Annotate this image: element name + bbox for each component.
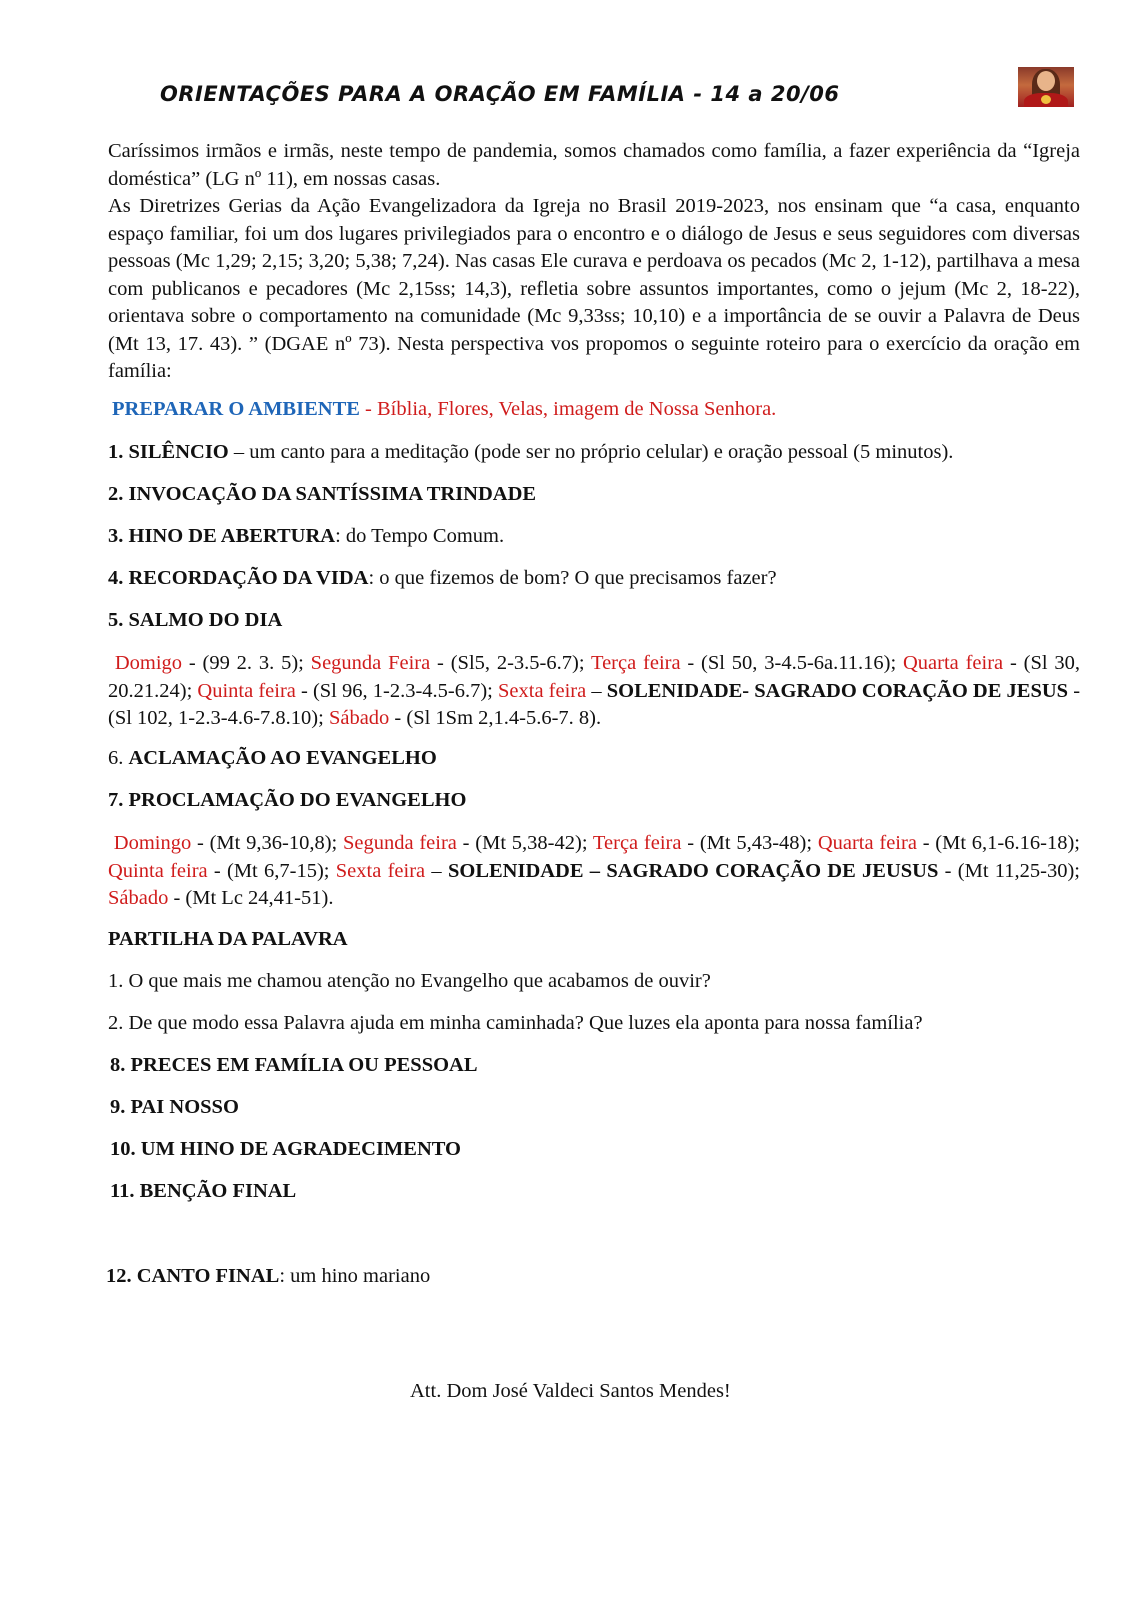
gospel-ref-friday: - (Mt 11,25-30); xyxy=(938,859,1081,882)
psalm-ref-saturday: - (Sl 1Sm 2,1.4-5.6-7. 8). xyxy=(389,707,602,729)
sharing-question-1: 1. O que mais me chamou atenção no Evangelho que acabamos de ouvir? xyxy=(108,970,711,992)
heart-icon xyxy=(1041,95,1051,104)
gospel-ref-tuesday: - (Mt 5,43-48); xyxy=(681,832,818,854)
section-11 xyxy=(110,1180,296,1203)
gospel-solemnity: SOLENIDADE – SAGRADO CORAÇÃO DE JEUSUS xyxy=(447,859,939,882)
psalm-dash-friday: – xyxy=(586,679,607,702)
prepare-text: - Bíblia, Flores, Velas, imagem de Nossa Senhora. xyxy=(359,398,777,420)
section-2-label: 2. INVOCAÇÃO DA SANTÍSSIMA TRINDADE xyxy=(108,483,537,505)
section-9 xyxy=(110,1096,239,1119)
section-10 xyxy=(110,1138,461,1161)
gospel-day-wednesday: Quarta feira xyxy=(817,832,917,854)
section-6-label: ACLAMAÇÃO AO EVANGELHO xyxy=(128,747,437,769)
psalm-ref-thursday: - (Sl 96, 1-2.3-4.5-6.7); xyxy=(295,679,499,702)
section-3-label: 3. HINO DE ABERTURA xyxy=(108,525,336,547)
section-12-text: : um hino mariano xyxy=(279,1265,431,1287)
section-1 xyxy=(108,441,953,464)
gospel-dash-friday: – xyxy=(425,859,448,882)
section-9-label: 9. PAI NOSSO xyxy=(110,1096,239,1118)
section-5 xyxy=(108,609,282,632)
psalm-ref-wednesday: - (Sl 30, 20.21.24); xyxy=(108,652,1080,702)
prepare-label: PREPARAR O AMBIENTE xyxy=(112,398,360,420)
section-12-label: 12. CANTO FINAL xyxy=(106,1265,280,1287)
section-3 xyxy=(108,525,504,548)
psalm-solemnity: SOLENIDADE- SAGRADO CORAÇÃO DE JESUS xyxy=(606,679,1069,702)
sharing-heading xyxy=(108,928,348,951)
psalm-day-tuesday: Terça feira xyxy=(590,652,681,674)
section-7-label: 7. PROCLAMAÇÃO DO EVANGELHO xyxy=(108,789,467,811)
gospel-day-thursday: Quinta feira xyxy=(108,859,208,882)
psalm-day-saturday: Sábado xyxy=(328,707,390,729)
psalm-ref-monday: - (Sl5, 2-3.5-6.7); xyxy=(430,652,591,674)
section-7 xyxy=(108,789,466,812)
gospel-day-friday: Sexta feira xyxy=(335,859,426,882)
psalm-day-friday: Sexta feira xyxy=(498,679,587,702)
section-1-text: – um canto para a meditação (pode ser no próprio celular) e oração pessoal (5 minutos). xyxy=(228,441,954,463)
psalms-paragraph xyxy=(108,650,1080,733)
section-6-number: 6. xyxy=(108,747,129,769)
section-6 xyxy=(108,747,437,770)
psalm-day-sunday: Domigo xyxy=(114,652,183,674)
prepare-environment xyxy=(112,398,776,421)
section-5-label: 5. SALMO DO DIA xyxy=(108,609,283,631)
gospel-day-saturday: Sábado xyxy=(108,887,169,909)
page-title: ORIENTAÇÕES PARA A ORAÇÃO EM FAMÍLIA - 14 a 20/06 xyxy=(160,82,840,106)
sharing-label: PARTILHA DA PALAVRA xyxy=(108,928,348,950)
gospel-day-sunday: Domingo xyxy=(113,832,192,854)
section-10-label: 10. UM HINO DE AGRADECIMENTO xyxy=(110,1138,461,1160)
psalm-ref-sunday: - (99 2. 3. 5); xyxy=(182,652,311,674)
signature: Att. Dom José Valdeci Santos Mendes! xyxy=(410,1380,731,1402)
gospel-ref-sunday: - (Mt 9,36-10,8); xyxy=(191,832,343,854)
section-4-text: : o que fizemos de bom? O que precisamos fazer? xyxy=(368,567,777,589)
section-11-label: 11. BENÇÃO FINAL xyxy=(110,1180,297,1202)
section-3-text: : do Tempo Comum. xyxy=(335,525,505,547)
psalm-day-monday: Segunda Feira xyxy=(310,652,431,674)
psalm-day-wednesday: Quarta feira xyxy=(902,652,1004,674)
gospels-paragraph xyxy=(108,830,1080,913)
gospel-ref-thursday: - (Mt 6,7-15); xyxy=(207,859,336,882)
gospel-ref-monday: - (Mt 5,38-42); xyxy=(456,832,593,854)
gospel-day-monday: Segunda feira xyxy=(342,832,457,854)
section-4-label: 4. RECORDAÇÃO DA VIDA xyxy=(108,567,369,589)
section-4 xyxy=(108,567,777,590)
gospel-ref-wednesday: - (Mt 6,1-6.16-18); xyxy=(916,832,1080,854)
psalm-ref-friday: - (Sl 102, 1-2.3-4.6-7.8.10); xyxy=(108,679,1081,729)
gospel-ref-saturday: - (Mt Lc 24,41-51). xyxy=(168,887,334,909)
section-2 xyxy=(108,483,536,506)
sharing-question-2: 2. De que modo essa Palavra ajuda em minha caminhada? Que luzes ela aponta para nossa família? xyxy=(108,1012,923,1034)
portrait-face-shape xyxy=(1037,71,1055,91)
section-12 xyxy=(106,1265,430,1288)
psalm-day-thursday: Quinta feira xyxy=(197,679,296,702)
intro-paragraph-2: As Diretrizes Gerias da Ação Evangelizadora da Igreja no Brasil 2019-2023, nos ensinam que “a casa, enquanto espaço familiar, foi um dos lugares privilegiados para o encontro e o diálogo de Jesus e seus seguidores com diversas pessoas (Mc 1,29; 2,15; 3,20; 5,38; 7,24). Nas casas Ele curava e perdoava os pecados (Mc 2, 1-12), partilhava a mesa com publicanos e pecadores (Mc 2,15ss; 14,3), refletia sobre assuntos importantes, como o jejum (Mc 2, 18-22), orientava sobre o comportamento na comunidade (Mc 9,33ss; 10,10) e a importância de se ouvir a Palavra de Deus (Mt 13, 17. 43). ” (DGAE nº 73). Nesta perspectiva vos propomos o seguinte roteiro para o exercício da oração em família: xyxy=(108,195,1080,382)
intro-paragraph-1: Caríssimos irmãos e irmãs, neste tempo de pandemia, somos chamados como família, a fazer experiência da “Igreja doméstica” (LG nº 11), em nossas casas. xyxy=(108,140,1080,190)
gospel-day-tuesday: Terça feira xyxy=(592,832,682,854)
section-8 xyxy=(110,1054,478,1077)
section-8-label: 8. PRECES EM FAMÍLIA OU PESSOAL xyxy=(110,1054,478,1076)
section-1-label: 1. SILÊNCIO xyxy=(108,441,229,463)
sacred-heart-image xyxy=(1018,67,1074,107)
psalm-ref-tuesday: - (Sl 50, 3-4.5-6a.11.16); xyxy=(680,652,903,674)
